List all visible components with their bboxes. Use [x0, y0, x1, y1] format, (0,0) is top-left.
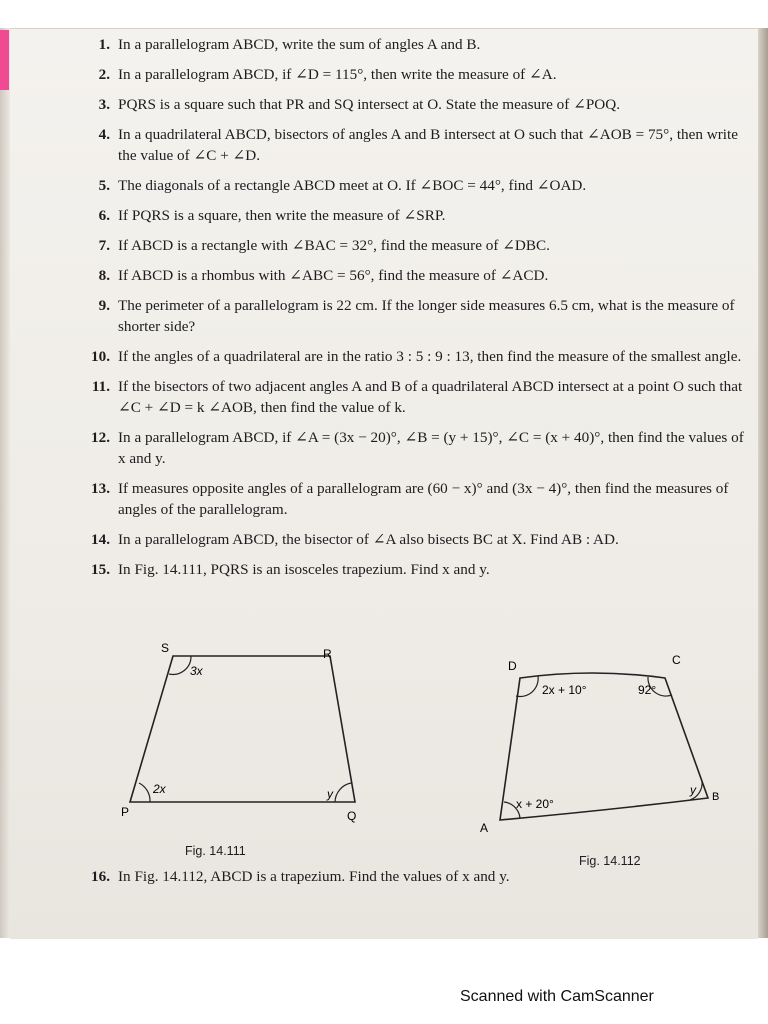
- question-13: [78, 478, 750, 520]
- camscanner-watermark: Scanned with CamScanner: [460, 988, 654, 1005]
- question-12: [78, 427, 750, 469]
- figures-area: [95, 640, 755, 880]
- question-number: 5.: [98, 177, 110, 194]
- question-3: [78, 94, 750, 115]
- question-text: In a parallelogram ABCD, if ∠A = (3x − 20)°, ∠B = (y + 15)°, ∠C = (x + 40)°, then find the values of x and y.: [118, 429, 744, 467]
- trapezium-pqrs: [130, 656, 355, 802]
- question-text: In a quadrilateral ABCD, bisectors of angles A and B intersect at O such that ∠AOB = 75°, then write the value of ∠C + ∠D.: [118, 126, 738, 164]
- question-text: If ABCD is a rhombus with ∠ABC = 56°, find the measure of ∠ACD.: [118, 267, 549, 284]
- question-7: [78, 235, 750, 256]
- question-number: 2.: [98, 66, 110, 83]
- question-text: If ABCD is a rectangle with ∠BAC = 32°, find the measure of ∠DBC.: [118, 237, 550, 254]
- angle-label-d: 2x + 10°: [542, 683, 587, 697]
- question-number: 15.: [91, 561, 110, 578]
- question-number: 6.: [98, 207, 110, 224]
- angle-label-b: y: [690, 783, 696, 797]
- angle-label-p: 2x: [153, 782, 166, 796]
- vertex-label-q: Q: [347, 809, 357, 823]
- question-number: 10.: [91, 348, 110, 365]
- question-number: 4.: [98, 126, 110, 143]
- question-5: [78, 175, 750, 196]
- question-16: [78, 866, 768, 887]
- angle-label-q: y: [327, 787, 333, 801]
- question-1: [78, 34, 750, 55]
- question-number: 3.: [98, 96, 110, 113]
- question-number: 14.: [91, 531, 110, 548]
- vertex-label-a: A: [480, 821, 489, 835]
- angle-arc-p: [139, 783, 150, 802]
- vertex-label-p: P: [121, 805, 130, 819]
- question-text: In a parallelogram ABCD, the bisector of ∠A also bisects BC at X. Find AB : AD.: [118, 531, 619, 548]
- question-text: In Fig. 14.111, PQRS is an isosceles trapezium. Find x and y.: [118, 561, 490, 578]
- question-number: 13.: [91, 480, 110, 497]
- question-number: 12.: [91, 429, 110, 446]
- question-text: If the angles of a quadrilateral are in the ratio 3 : 5 : 9 : 13, then find the measure of the smallest angle.: [118, 348, 742, 365]
- question-number: 1.: [98, 36, 110, 53]
- question-11: [78, 376, 750, 418]
- question-9: [78, 295, 750, 337]
- vertex-label-b: B: [712, 791, 720, 803]
- question-text: The diagonals of a rectangle ABCD meet at O. If ∠BOC = 44°, find ∠OAD.: [118, 177, 587, 194]
- question-text: The perimeter of a parallelogram is 22 cm. If the longer side measures 6.5 cm, what is the measure of shorter side?: [118, 297, 735, 335]
- question-number: 11.: [91, 378, 110, 395]
- question-text: In Fig. 14.112, ABCD is a trapezium. Find the values of x and y.: [118, 868, 510, 885]
- page-right-edge: [758, 28, 768, 938]
- question-number: 7.: [98, 237, 110, 254]
- figure-14-111-diagram: [95, 640, 395, 840]
- vertex-label-s: S: [161, 641, 170, 655]
- question-number: 9.: [98, 297, 110, 314]
- question-text: In a parallelogram ABCD, write the sum of angles A and B.: [118, 36, 481, 53]
- question-10: [78, 346, 750, 367]
- question-6: [78, 205, 750, 226]
- angle-label-s: 3x: [190, 664, 203, 678]
- question-text: PQRS is a square such that PR and SQ intersect at O. State the measure of ∠POQ.: [118, 96, 621, 113]
- question-list: [78, 34, 750, 580]
- question-number: 8.: [98, 267, 110, 284]
- vertex-label-d: D: [508, 659, 517, 673]
- question-14: [78, 529, 750, 550]
- angle-arc-q: [335, 783, 351, 802]
- vertex-label-c: C: [672, 653, 681, 667]
- question-number: 16.: [91, 868, 110, 885]
- question-text: If measures opposite angles of a parallelogram are (60 − x)° and (3x − 4)°, then find the measures of angles of the parallelogram.: [118, 480, 729, 518]
- question-2: [78, 64, 750, 85]
- question-text: If PQRS is a square, then write the measure of ∠SRP.: [118, 207, 446, 224]
- question-text: If the bisectors of two adjacent angles A and B of a quadrilateral ABCD intersect at a point O such that ∠C + ∠D = k ∠AOB, then find the value of k.: [118, 378, 743, 416]
- angle-label-c: 92°: [638, 683, 657, 697]
- question-text: In a parallelogram ABCD, if ∠D = 115°, then write the measure of ∠A.: [118, 66, 557, 83]
- figure-14-112-diagram: [480, 650, 750, 850]
- question-4: [78, 124, 750, 166]
- question-15: [78, 559, 750, 580]
- angle-label-a: x + 20°: [516, 797, 554, 811]
- book-spine-edge: [0, 28, 10, 938]
- pink-bookmark-tab: [0, 30, 9, 90]
- question-8: [78, 265, 750, 286]
- figure-14-111-caption: Fig. 14.111: [185, 844, 246, 858]
- vertex-label-r: R: [323, 647, 332, 661]
- figure-14-112-caption: Fig. 14.112: [579, 854, 641, 868]
